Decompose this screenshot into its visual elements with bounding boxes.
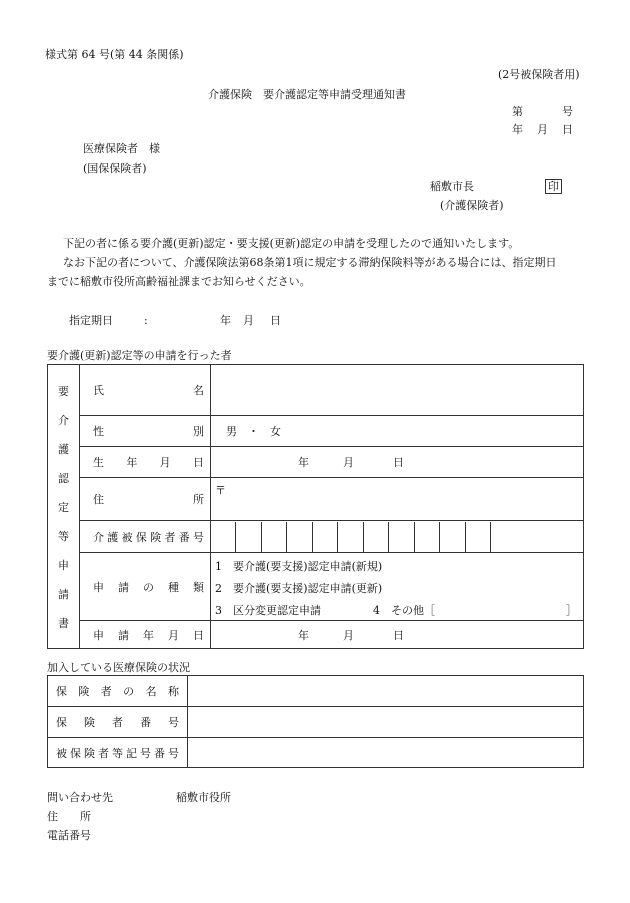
doc-number-suffix: 号 [562, 105, 573, 118]
insurer-name-field[interactable] [188, 676, 584, 707]
application-type-label: 申 請 の 種 類 [80, 553, 211, 621]
insured-number-label: 介 護 被 保 険 者 番 号 [80, 521, 211, 553]
body-text-2: なお下記の者について、介護保険法第68条第1項に規定する滞納保険料等がある場合には、指定期日 [63, 256, 557, 269]
application-type-field[interactable] [211, 553, 584, 621]
contact-label: 問い合わせ先 [47, 791, 113, 804]
insurance-table [47, 675, 584, 768]
address-label: 住 所 [80, 478, 211, 521]
apply-option-1[interactable]: 1 要介護(要支援)認定申請(新規) [215, 560, 383, 573]
apply-option-2[interactable]: 2 要介護(要支援)認定申請(更新) [215, 582, 383, 595]
digit-cell [415, 522, 440, 552]
birthdate-label: 生 年 月 日 [80, 447, 211, 478]
apply-option-4[interactable]: 4 その他［ [373, 604, 435, 617]
document-title: 介護保険 要介護認定等申請受理通知書 [208, 88, 406, 101]
deadline-line [69, 315, 281, 328]
application-date-field[interactable]: 年 月 日 [211, 621, 584, 649]
birthdate-field[interactable]: 年 月 日 [211, 447, 584, 478]
deadline-day: 日 [270, 314, 281, 327]
section-insurance-title: 加入している医療保険の状況 [47, 661, 190, 674]
gender-field[interactable]: 男 ・ 女 [211, 416, 584, 447]
digit-cell [211, 522, 236, 552]
body-text-1: 下記の者に係る要介護(更新)認定・要支援(更新)認定の申請を受理したので通知いたします。 [63, 237, 520, 250]
insurer-number-label: 保 険 者 番 号 [48, 707, 188, 738]
date-month: 月 [537, 123, 548, 136]
insurer-name-label: 保 険 者 の 名 称 [48, 676, 188, 707]
digit-cell [364, 522, 389, 552]
deadline-month: 月 [243, 314, 254, 327]
applicant-table [47, 364, 584, 649]
gender-label: 性 別 [80, 416, 211, 447]
name-field[interactable] [211, 365, 584, 416]
insurer-number-field[interactable] [188, 707, 584, 738]
form-number: 様式第 64 号(第 44 条関係) [45, 48, 184, 61]
digit-cell [389, 522, 414, 552]
side-label-cell: 要 介 護 認 定 等 申 請 書 [48, 365, 80, 649]
sender: 稲敷市長 [430, 180, 474, 193]
recipient-sub: (国保保険者) [83, 162, 147, 175]
postal-mark: 〒 [215, 484, 226, 497]
insured-symbol-label: 被 保 険 者 等 記 号 番 号 [48, 738, 188, 768]
usage-note: (2号被保険者用) [498, 68, 580, 81]
sender-sub: (介護保険者) [440, 199, 504, 212]
name-label: 氏 名 [80, 365, 211, 416]
digit-cell [236, 522, 261, 552]
seal-stamp: 印 [545, 179, 562, 194]
date-day: 日 [562, 123, 573, 136]
deadline-colon: : [144, 314, 148, 327]
deadline-year: 年 [220, 314, 231, 327]
apply-option-3[interactable]: 3 区分変更認定申請 [215, 604, 321, 617]
body-text-3: までに稲敷市役所高齢福祉課までお知らせください。 [47, 275, 311, 288]
section-applicant-title: 要介護(更新)認定等の申請を行った者 [47, 349, 232, 362]
digit-cell [262, 522, 287, 552]
apply-option-4-close: ］ [566, 604, 577, 617]
doc-number-prefix: 第 [512, 105, 523, 118]
contact-phone-label: 電話番号 [47, 829, 91, 842]
contact-address-label: 住 所 [47, 810, 91, 823]
date-year: 年 [512, 123, 523, 136]
address-field[interactable] [211, 478, 584, 521]
application-date-label: 申 請 年 月 日 [80, 621, 211, 649]
digit-cell [338, 522, 363, 552]
insured-symbol-field[interactable] [188, 738, 584, 768]
digit-cell [440, 522, 465, 552]
recipient: 医療保険者 様 [83, 142, 160, 155]
deadline-label: 指定期日 [69, 314, 113, 327]
insured-number-field[interactable] [211, 521, 584, 553]
digit-cell [287, 522, 312, 552]
digit-cell [313, 522, 338, 552]
digit-cell [466, 522, 491, 552]
contact-org: 稲敷市役所 [176, 791, 231, 804]
